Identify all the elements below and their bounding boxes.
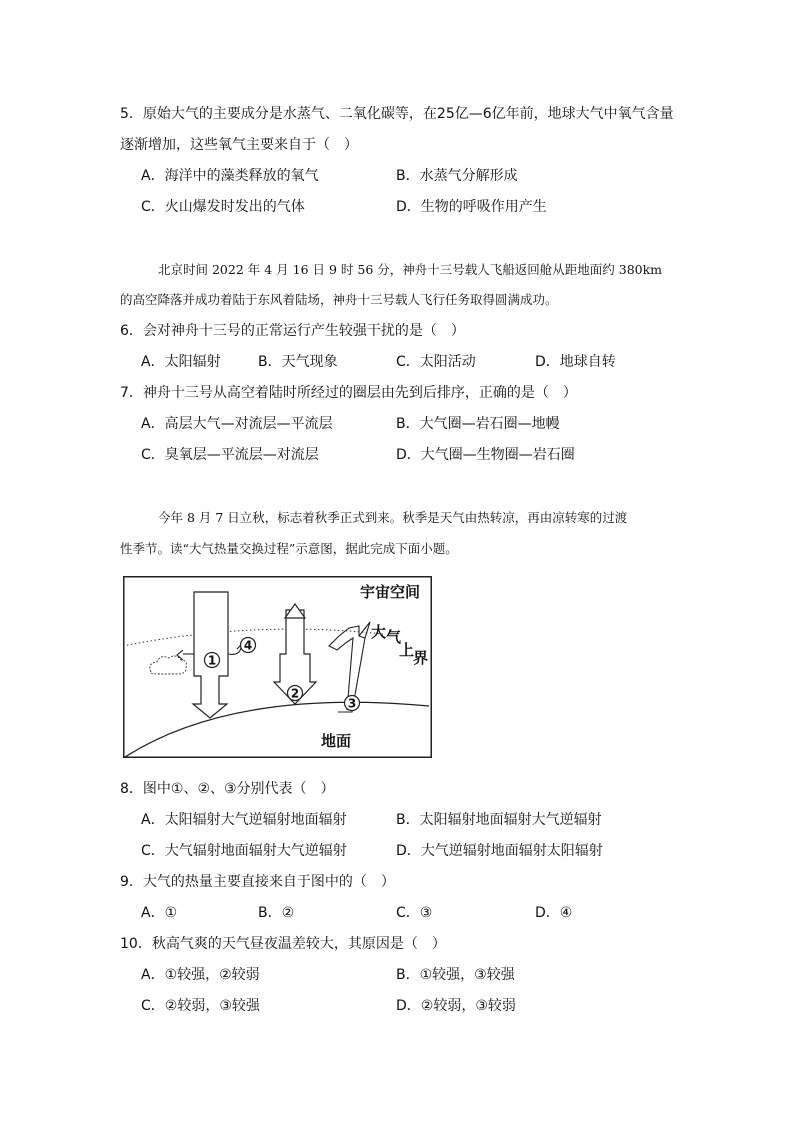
passage1-line2: 的高空降落并成功着陆于东风着陆场，神舟十三号载人飞行任务取得圆满成功。 bbox=[120, 292, 558, 307]
q8-option-a: A．太阳辐射大气逆辐射地面辐射 bbox=[141, 812, 347, 828]
q6-option-d: D．地球自转 bbox=[535, 354, 616, 370]
q6-stem: 6．会对神舟十三号的正常运行产生较强干扰的是（ ） bbox=[120, 323, 465, 339]
q10-option-b: B．①较强，③较强 bbox=[396, 967, 515, 983]
heat-exchange-diagram bbox=[123, 576, 432, 758]
q5-option-a: A．海洋中的藻类释放的氧气 bbox=[141, 168, 319, 184]
atmosphere-label-char1: 大 bbox=[371, 623, 387, 641]
q7-option-b: B．大气圈—岩石圈—地幔 bbox=[396, 416, 560, 432]
q5-option-d: D．生物的呼吸作用产生 bbox=[396, 199, 547, 215]
q5-stem-line1: 5．原始大气的主要成分是水蒸气、二氧化碳等，在25亿—6亿年前，地球大气中氧气含量 bbox=[120, 106, 674, 122]
atmosphere-label-char4: 界 bbox=[413, 649, 429, 667]
q8-stem: 8．图中①、②、③分别代表（ ） bbox=[120, 781, 335, 797]
atmosphere-label-char3: 上 bbox=[399, 641, 415, 659]
q8-option-b: B．太阳辐射地面辐射大气逆辐射 bbox=[396, 812, 602, 828]
q6-option-a: A．太阳辐射 bbox=[141, 354, 221, 370]
passage1-line1: 北京时间 2022 年 4 月 16 日 9 时 56 分，神舟十三号载人飞船返回舱从距地面约 380km bbox=[158, 262, 663, 277]
q7-option-d: D．大气圈—生物圈—岩石圈 bbox=[396, 447, 575, 463]
q5-stem-line2: 逐渐增加，这些氧气主要来自于（ ） bbox=[120, 137, 358, 153]
q9-option-d: D．④ bbox=[535, 905, 573, 921]
q9-option-a: A．① bbox=[141, 905, 178, 921]
q5-option-c: C．火山爆发时发出的气体 bbox=[141, 199, 305, 215]
space-label: 宇宙空间 bbox=[360, 583, 421, 601]
q9-stem: 9．大气的热量主要直接来自于图中的（ ） bbox=[120, 874, 395, 890]
marker-1-label: 1 bbox=[207, 653, 217, 668]
q10-option-a: A．①较强，②较弱 bbox=[141, 967, 260, 983]
passage2-line2: 性季节。读“大气热量交换过程”示意图，据此完成下面小题。 bbox=[120, 541, 458, 556]
marker-2-label: 2 bbox=[290, 686, 300, 701]
ground-label: 地面 bbox=[321, 732, 352, 750]
marker-4-label: 4 bbox=[243, 638, 253, 653]
q8-option-d: D．大气逆辐射地面辐射太阳辐射 bbox=[396, 843, 603, 859]
passage2-line1: 今年 8 月 7 日立秋，标志着秋季正式到来。秋季是天气由热转凉，再由凉转寒的过渡 bbox=[158, 510, 628, 525]
q10-stem: 10．秋高气爽的天气昼夜温差较大，其原因是（ ） bbox=[120, 936, 446, 952]
q10-option-c: C．②较弱，③较强 bbox=[141, 998, 260, 1014]
q5-option-b: B．水蒸气分解形成 bbox=[396, 168, 518, 184]
q7-stem: 7．神舟十三号从高空着陆时所经过的圈层由先到后排序，正确的是（ ） bbox=[120, 385, 577, 401]
q9-option-b: B．② bbox=[258, 905, 295, 921]
q9-option-c: C．③ bbox=[396, 905, 433, 921]
atmosphere-label-char2: 气 bbox=[386, 628, 402, 646]
q6-option-c: C．太阳活动 bbox=[396, 354, 476, 370]
q6-option-b: B．天气现象 bbox=[258, 354, 338, 370]
q8-option-c: C．大气辐射地面辐射大气逆辐射 bbox=[141, 843, 347, 859]
q7-option-c: C．臭氧层—平流层—对流层 bbox=[141, 447, 319, 463]
q7-option-a: A．高层大气—对流层—平流层 bbox=[141, 416, 333, 432]
q10-option-d: D．②较弱，③较弱 bbox=[396, 998, 516, 1014]
marker-3-label: 3 bbox=[347, 696, 357, 711]
